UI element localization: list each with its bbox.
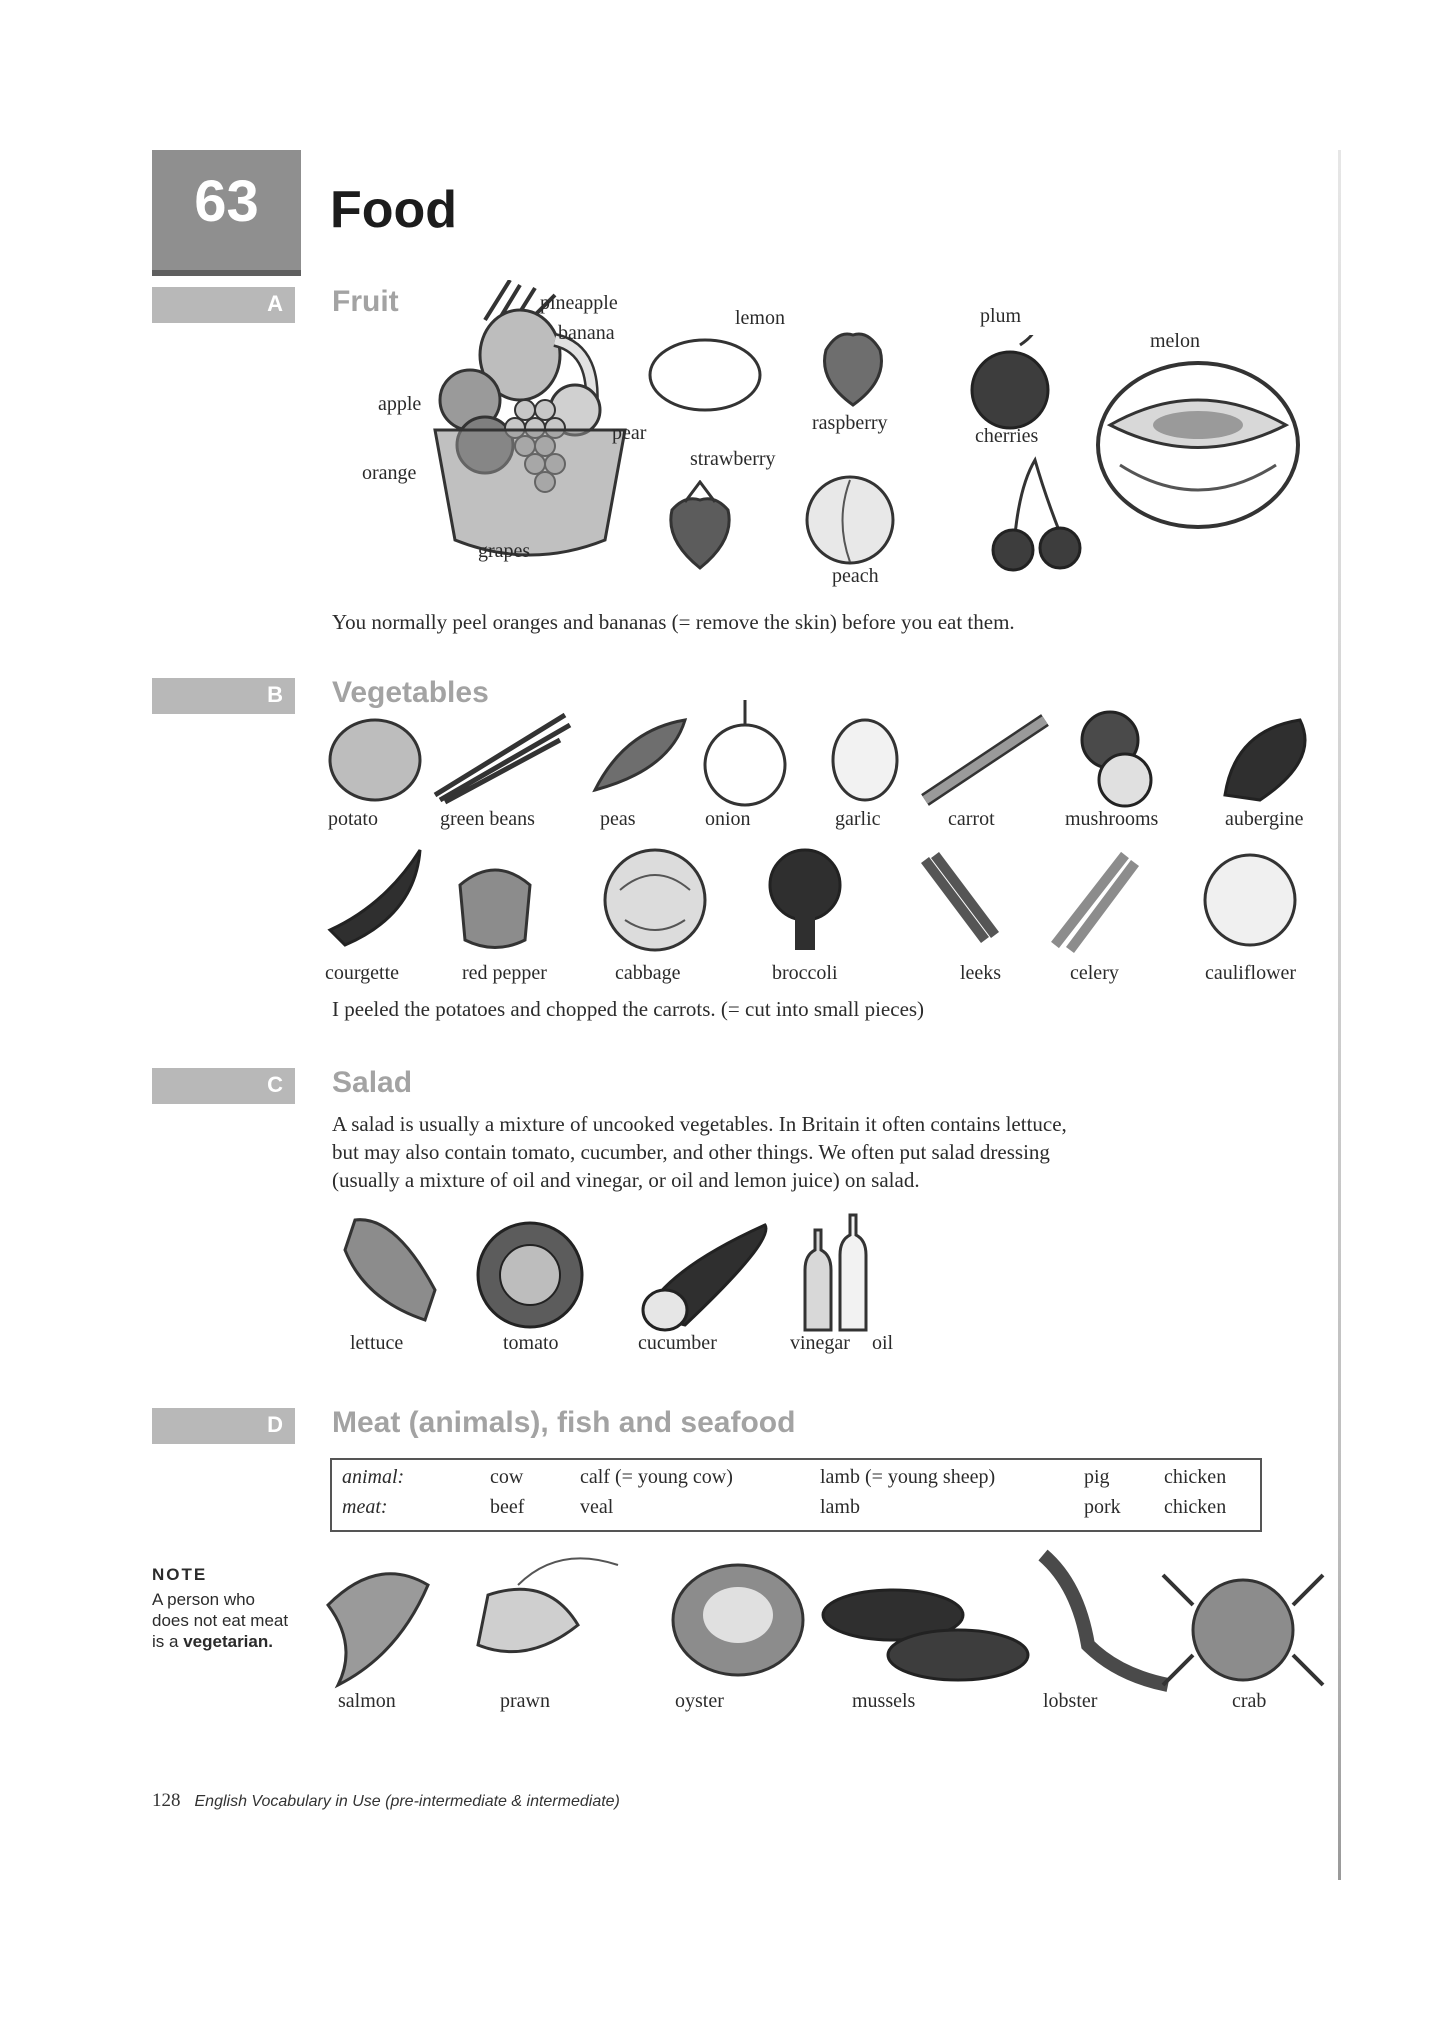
salad-paragraph bbox=[332, 1110, 1272, 1194]
melon-illustration bbox=[1090, 355, 1305, 535]
label-banana: banana bbox=[558, 322, 615, 344]
label-grapes: grapes bbox=[478, 540, 531, 562]
seafood-label: crab bbox=[1232, 1690, 1267, 1712]
label-peach: peach bbox=[832, 565, 879, 587]
peach-illustration bbox=[800, 470, 900, 570]
meat-cell: chicken bbox=[1164, 1496, 1227, 1518]
veg-label: peas bbox=[600, 808, 636, 830]
courgette-shape bbox=[330, 850, 420, 945]
section-b-letter: B bbox=[267, 682, 283, 707]
salad-illustrations bbox=[335, 1210, 895, 1335]
page-edge-shadow bbox=[1338, 150, 1341, 1880]
salmon-shape bbox=[328, 1574, 428, 1685]
salad-label: lettuce bbox=[350, 1332, 404, 1354]
veg-label: potato bbox=[328, 808, 378, 830]
crab-shape bbox=[1193, 1580, 1293, 1680]
veg-label: broccoli bbox=[772, 962, 838, 984]
raspberry-illustration bbox=[818, 330, 888, 410]
note-heading: NOTE bbox=[152, 1565, 208, 1584]
seafood-illustrations bbox=[318, 1545, 1338, 1700]
vegetables-row1-illustrations bbox=[325, 700, 1340, 810]
section-d-title: Meat (animals), fish and seafood bbox=[332, 1406, 796, 1439]
label-pear: pear bbox=[612, 422, 647, 444]
label-melon: melon bbox=[1150, 330, 1200, 352]
veg-label: garlic bbox=[835, 808, 881, 830]
section-c-title: Salad bbox=[332, 1066, 413, 1099]
veg-label: cauliflower bbox=[1205, 962, 1297, 984]
page-footer bbox=[152, 1790, 620, 1812]
meat-cell: beef bbox=[490, 1496, 525, 1518]
veg-label: mushrooms bbox=[1065, 808, 1159, 830]
vegetables-note: I peeled the potatoes and chopped the carrots. (= cut into small pieces) bbox=[332, 997, 925, 1021]
veg-label: carrot bbox=[948, 808, 995, 830]
note-body bbox=[152, 1589, 292, 1652]
section-a-bar bbox=[152, 287, 295, 323]
salad-line: but may also contain tomato, cucumber, and other things. We often put salad dressing bbox=[332, 1140, 1050, 1164]
unit-title: Food bbox=[330, 181, 458, 239]
section-c-letter: C bbox=[267, 1072, 283, 1097]
seafood-label: lobster bbox=[1043, 1690, 1098, 1712]
celery-shape bbox=[1055, 855, 1135, 950]
veg-label: courgette bbox=[325, 962, 400, 984]
animal-row-label: animal: bbox=[342, 1466, 405, 1488]
animal-cell: cow bbox=[490, 1466, 524, 1488]
label-apple: apple bbox=[378, 393, 422, 415]
label-raspberry: raspberry bbox=[812, 412, 888, 434]
peas-shape bbox=[595, 720, 685, 790]
section-c-bar bbox=[152, 1068, 295, 1104]
prawn-shape bbox=[478, 1589, 578, 1651]
label-strawberry: strawberry bbox=[690, 448, 776, 470]
book-title: English Vocabulary in Use (pre-intermediate & intermediate) bbox=[194, 1793, 620, 1810]
veg-label: cabbage bbox=[615, 962, 681, 984]
meat-cell: veal bbox=[580, 1496, 614, 1518]
animal-cell: chicken bbox=[1164, 1466, 1227, 1488]
potato-shape bbox=[330, 720, 420, 800]
vegetables-row2-illustrations bbox=[325, 845, 1340, 960]
fruit-note: You normally peel oranges and bananas (= remove the skin) before you eat them. bbox=[332, 610, 1015, 634]
aubergine-shape bbox=[1225, 720, 1305, 800]
label-pineapple: pineapple bbox=[540, 292, 618, 314]
veg-label: aubergine bbox=[1225, 808, 1304, 830]
cherries-illustration bbox=[985, 455, 1085, 575]
meat-cell: pork bbox=[1084, 1496, 1121, 1518]
veg-label: green beans bbox=[440, 808, 535, 830]
salad-label: tomato bbox=[503, 1332, 559, 1354]
animal-cell: pig bbox=[1084, 1466, 1110, 1488]
label-lemon: lemon bbox=[735, 307, 785, 329]
label-cherries: cherries bbox=[975, 425, 1039, 447]
note-text: A person who does not eat meat is a bbox=[152, 1590, 289, 1651]
strawberry-illustration bbox=[660, 480, 740, 570]
red-pepper-shape bbox=[460, 870, 530, 948]
section-b-title: Vegetables bbox=[332, 676, 489, 709]
salad-label: cucumber bbox=[638, 1332, 717, 1354]
label-plum: plum bbox=[980, 305, 1022, 327]
seafood-label: oyster bbox=[675, 1690, 724, 1712]
section-a-title: Fruit bbox=[332, 285, 399, 318]
seafood-label: mussels bbox=[852, 1690, 916, 1712]
unit-number-box bbox=[152, 150, 301, 276]
salad-line: A salad is usually a mixture of uncooked vegetables. In Britain it often contains lettuce, bbox=[332, 1112, 1067, 1136]
veg-label: red pepper bbox=[462, 962, 547, 984]
lettuce-shape bbox=[345, 1220, 435, 1320]
garlic-shape bbox=[833, 720, 897, 800]
leeks-shape bbox=[925, 855, 995, 940]
meat-cell: lamb bbox=[820, 1496, 860, 1518]
broccoli-shape bbox=[770, 850, 840, 920]
veg-label: celery bbox=[1070, 962, 1119, 984]
seafood-label: prawn bbox=[500, 1690, 550, 1712]
veg-label: onion bbox=[705, 808, 751, 830]
vegetarian-note bbox=[152, 1565, 292, 1652]
vinegar-bottle-shape bbox=[805, 1230, 831, 1330]
animal-cell: calf (= young cow) bbox=[580, 1466, 733, 1488]
unit-number: 63 bbox=[194, 169, 259, 234]
seafood-label: salmon bbox=[338, 1690, 396, 1712]
section-d-letter: D bbox=[267, 1412, 283, 1437]
lobster-shape bbox=[1043, 1555, 1168, 1685]
section-a-letter: A bbox=[267, 291, 283, 316]
meat-row-label: meat: bbox=[342, 1496, 388, 1518]
salad-label: vinegar bbox=[790, 1332, 850, 1354]
animal-cell: lamb (= young sheep) bbox=[820, 1466, 996, 1488]
page-number: 128 bbox=[152, 1790, 181, 1811]
salad-label: oil bbox=[872, 1332, 894, 1354]
salad-line: (usually a mixture of oil and vinegar, or oil and lemon juice) on salad. bbox=[332, 1168, 920, 1192]
green-beans-shape bbox=[435, 715, 570, 802]
onion-shape bbox=[705, 725, 785, 805]
cabbage-shape bbox=[605, 850, 705, 950]
section-b-bar bbox=[152, 678, 295, 714]
label-orange: orange bbox=[362, 462, 417, 484]
meat-table bbox=[330, 1458, 1262, 1532]
veg-label: leeks bbox=[960, 962, 1002, 984]
note-term: vegetarian. bbox=[183, 1632, 273, 1651]
section-d-bar bbox=[152, 1408, 295, 1444]
plum-illustration bbox=[965, 335, 1055, 430]
oil-bottle-shape bbox=[840, 1215, 866, 1330]
cauliflower-shape bbox=[1205, 855, 1295, 945]
lemon-illustration bbox=[645, 335, 765, 415]
